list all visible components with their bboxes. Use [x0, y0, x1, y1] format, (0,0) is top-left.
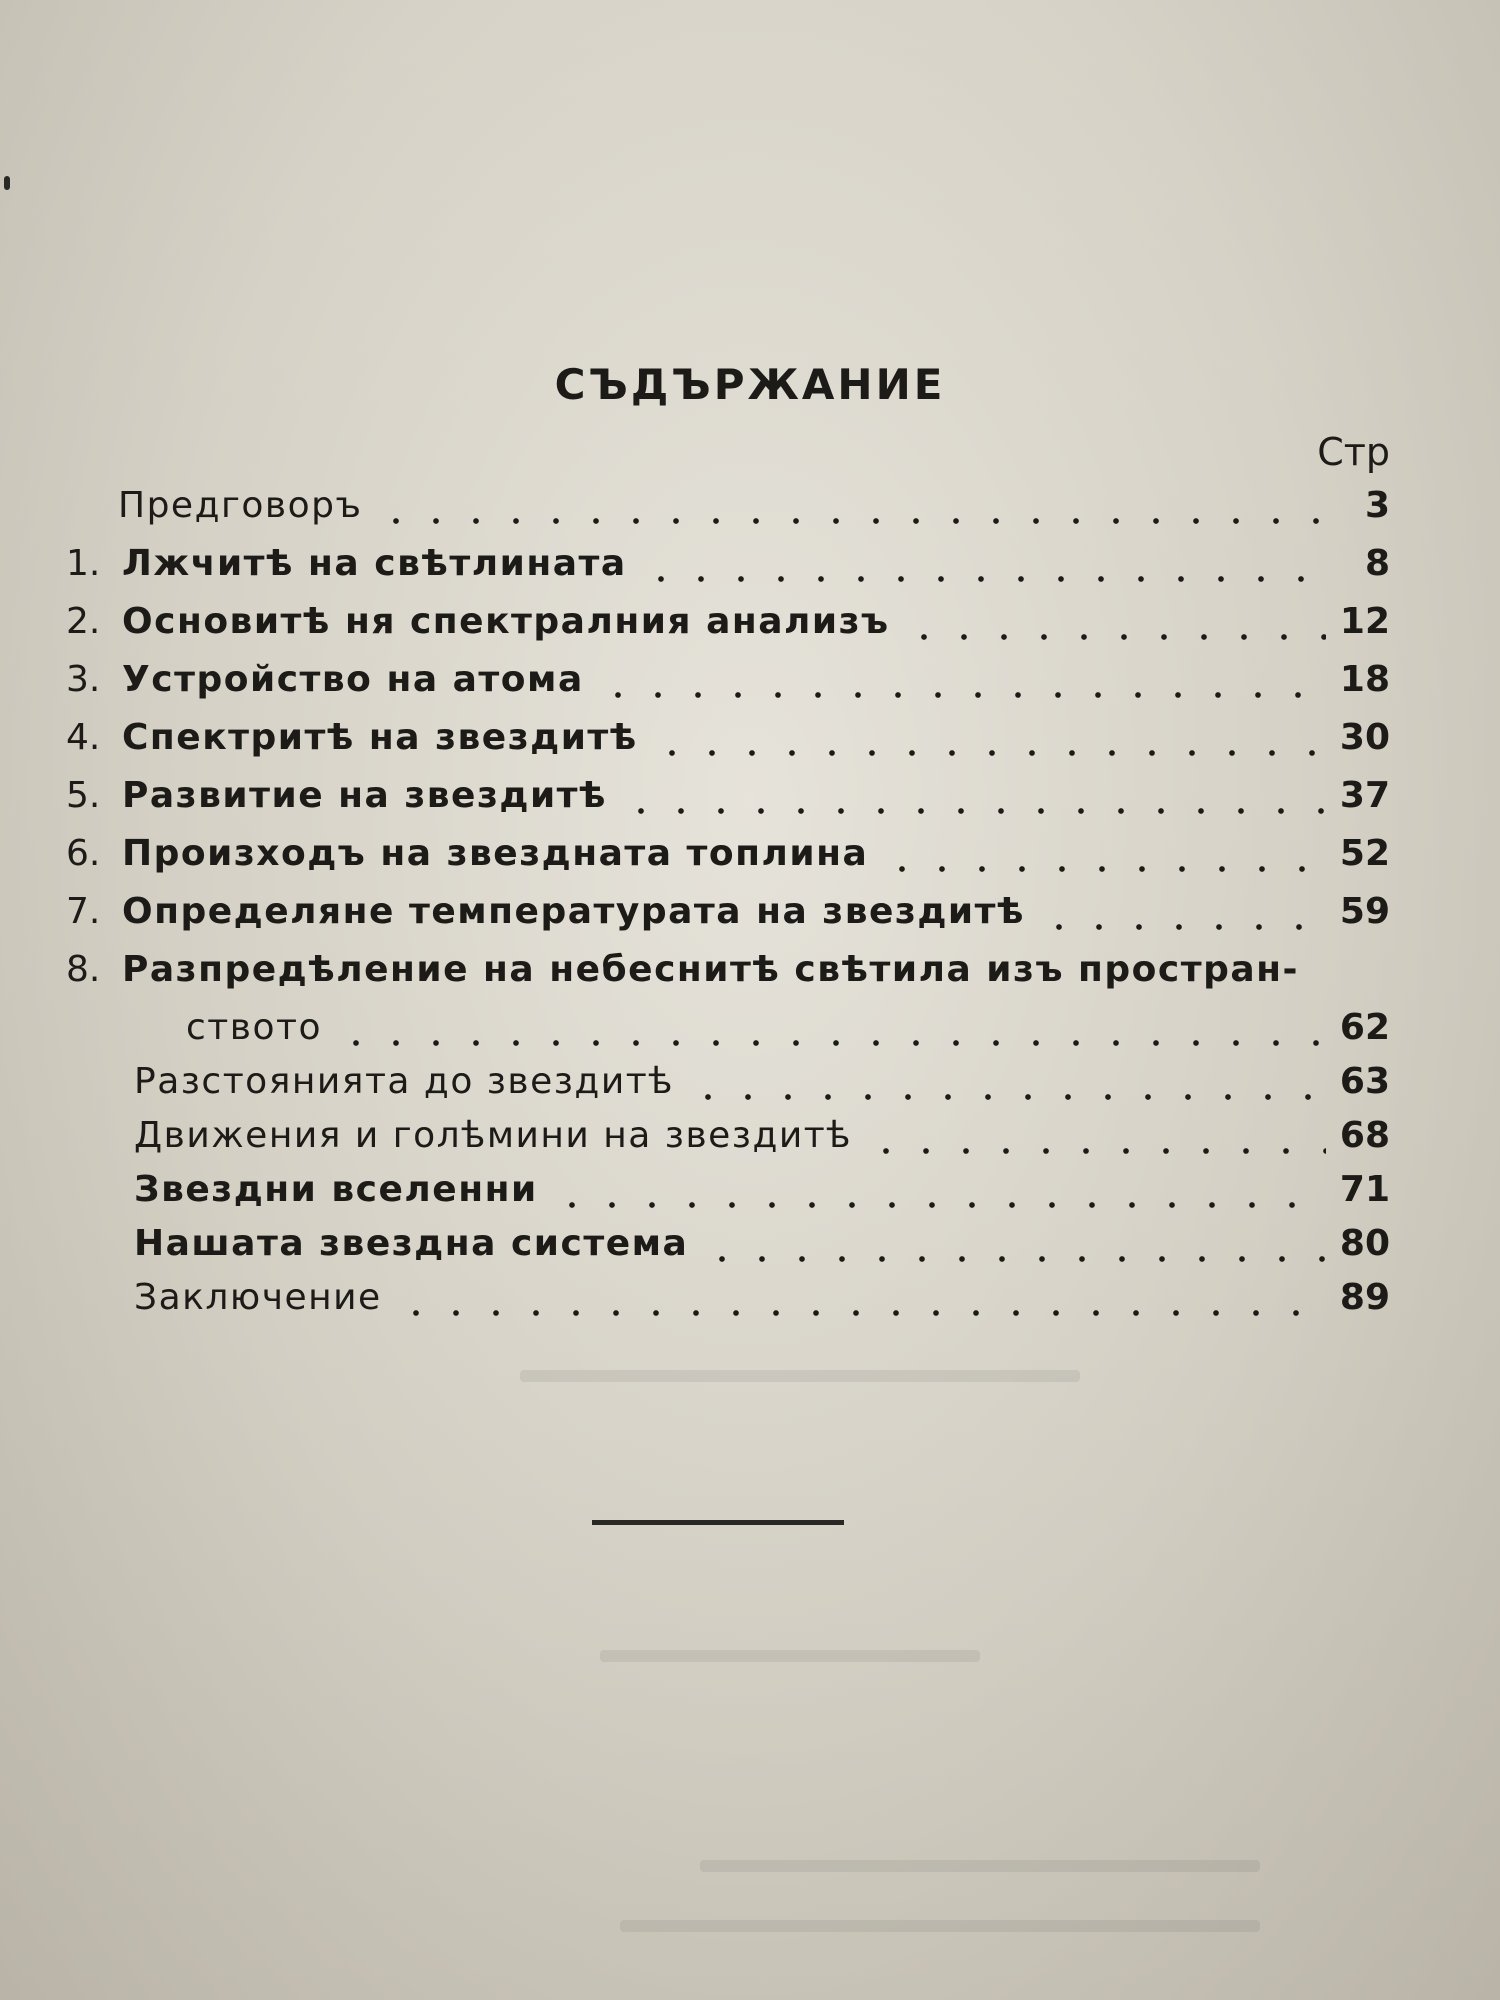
dot-leader [376, 482, 1328, 530]
dot-leader [598, 656, 1326, 704]
toc-entry-label: Развитие на звездитѣ [122, 775, 608, 816]
toc-entry-page: 52 [1339, 833, 1390, 874]
toc-subentry [134, 1166, 1390, 1214]
toc-entry-7 [66, 888, 1390, 936]
dot-leader [621, 772, 1326, 820]
toc-entry-label: Разстоянията до звездитѣ [134, 1061, 674, 1102]
dot-leader [652, 714, 1326, 762]
toc-entry-number: 7. [66, 891, 101, 932]
toc-entry-number: 5. [66, 775, 101, 816]
toc-entry-page: 62 [1339, 1007, 1390, 1048]
toc-entry-label: Заключение [134, 1277, 382, 1318]
toc-entry-page: 37 [1339, 775, 1390, 816]
toc-subentry [134, 1220, 1390, 1268]
dot-leader [882, 830, 1326, 878]
dot-leader [688, 1058, 1326, 1106]
toc-entry-number: 8. [66, 949, 101, 990]
toc-entry-number: 6. [66, 833, 101, 874]
toc-entry-label-continuation: ството [186, 1007, 323, 1048]
toc-subentry [134, 1274, 1390, 1322]
toc-entry-label: Разпредѣление на небеснитѣ свѣтила изъ простран- [122, 949, 1299, 990]
toc-entry-number: 4. [66, 717, 101, 758]
toc-entry-5 [66, 772, 1390, 820]
toc-entry-preface [118, 482, 1390, 530]
toc-entry-page: 18 [1339, 659, 1390, 700]
toc-entry-page: 80 [1339, 1223, 1390, 1264]
toc-entry-label: Произходъ на звездната топлина [122, 833, 869, 874]
dot-leader [702, 1220, 1326, 1268]
toc-subentry [134, 1058, 1390, 1106]
toc-entry-6 [66, 830, 1390, 878]
dot-leader [552, 1166, 1326, 1214]
toc-entry-page: 8 [1364, 543, 1390, 584]
toc-entry-page: 71 [1339, 1169, 1390, 1210]
toc-entry-page: 3 [1364, 485, 1390, 526]
toc-entry-page: 68 [1339, 1115, 1390, 1156]
toc-entry-number: 1. [66, 543, 101, 584]
dot-leader [641, 540, 1328, 588]
page-title: СЪДЪРЖАНИЕ [554, 360, 946, 409]
toc-entry-page: 30 [1339, 717, 1390, 758]
toc-entry-page: 89 [1339, 1277, 1390, 1318]
toc-entry-label: Предговоръ [118, 485, 363, 526]
toc-entry-label: Нашата звездна система [134, 1223, 689, 1264]
toc-entry-1 [66, 540, 1390, 588]
toc-entry-label: Основитѣ ня спектралния анализъ [122, 601, 890, 642]
toc-entry-label: Определяне температурата на звездитѣ [122, 891, 1025, 932]
toc-entry-4 [66, 714, 1390, 762]
page-column-heading: Стр [1317, 430, 1390, 474]
dot-leader [866, 1112, 1326, 1160]
dot-leader [336, 1004, 1326, 1052]
toc-entry-number: 2. [66, 601, 101, 642]
toc-entry-page: 59 [1339, 891, 1390, 932]
toc-entry-3 [66, 656, 1390, 704]
toc-entry-label: Устройство на атома [122, 659, 584, 700]
dot-leader [396, 1274, 1326, 1322]
toc-entry-label: Звездни вселенни [134, 1169, 538, 1210]
toc-entry-number: 3. [66, 659, 101, 700]
toc-entry-8-line2 [186, 1004, 1390, 1052]
toc-entry-label: Спектритѣ на звездитѣ [122, 717, 638, 758]
dot-leader [904, 598, 1326, 646]
section-divider-rule [592, 1520, 844, 1525]
toc-entry-page: 63 [1339, 1061, 1390, 1102]
toc-entry-label: Лжчитѣ на свѣтлината [122, 543, 627, 584]
toc-entry-8-line1 [66, 946, 1390, 994]
dot-leader [1039, 888, 1326, 936]
toc-entry-label: Движения и голѣмини на звездитѣ [134, 1115, 852, 1156]
toc-subentry [134, 1112, 1390, 1160]
toc-entry-page: 12 [1339, 601, 1390, 642]
toc-entry-2 [66, 598, 1390, 646]
